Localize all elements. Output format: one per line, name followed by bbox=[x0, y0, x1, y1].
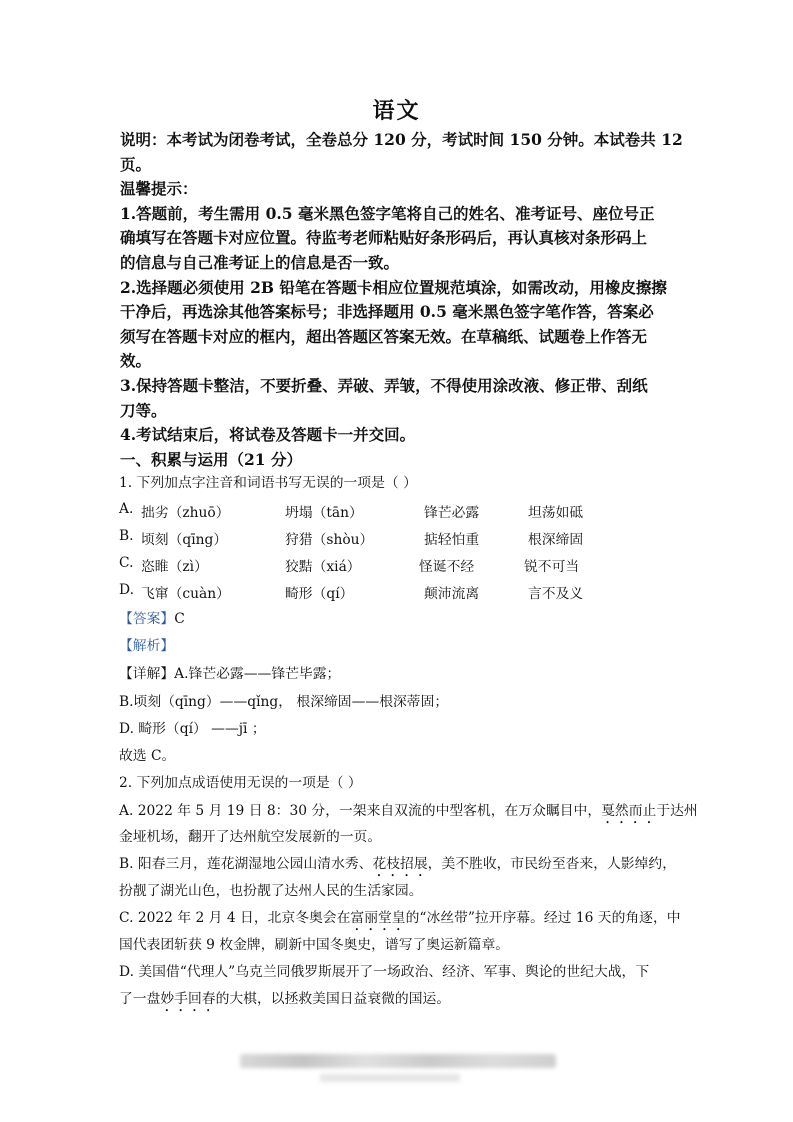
q1-option-cell: 言不及义 bbox=[528, 586, 584, 602]
q2-option-c bbox=[119, 908, 681, 934]
emphasized-idiom: 富丽堂皇 bbox=[350, 910, 406, 926]
text-run: B. 阳春三月，莲花湖湿地公园山清水秀、 bbox=[119, 856, 373, 872]
q2-option-b bbox=[119, 854, 676, 880]
text-run: 的“冰丝带”拉开序幕。经过 16 天的角逐，中 bbox=[405, 910, 681, 926]
q1-option-cell: 根深缔固 bbox=[528, 532, 584, 548]
q2-option-a-cont: 金垭机场，翻开了达州航空发展新的一页。 bbox=[119, 829, 382, 845]
tip-line: 3.保持答题卡整洁，不要折叠、弄破、弄皱，不得使用涂改液、修正带、刮纸 bbox=[120, 375, 648, 395]
exam-instructions bbox=[120, 128, 683, 472]
q2-option-c-cont: 国代表团斩获 9 枚金牌，刷新中国冬奥史，谱写了奥运新篇章。 bbox=[119, 937, 510, 953]
q2-option-d-cont bbox=[119, 989, 450, 1015]
text-run: A. 2022 年 5 月 19 日 8：30 分，一架来自双流的中型客机，在万众瞩目中， bbox=[119, 803, 602, 819]
answer-line bbox=[119, 609, 185, 629]
q1-option-label: D. bbox=[119, 582, 134, 598]
q1-option-cell: 掂轻怕重 bbox=[424, 532, 480, 548]
q2-stem: 2. 下列加点成语使用无误的一项是（ ） bbox=[119, 775, 362, 791]
detail-line: B.顷刻（qīng）——qǐng， 根深缔固——根深蒂固； bbox=[119, 694, 449, 710]
answer-tag: 【答案】 bbox=[119, 611, 175, 627]
tip-line: 干净后，再选涂其他答案标号；非选择题用 0.5 毫米黑色签字笔作答，答案必 bbox=[120, 302, 654, 322]
q1-option-cell: 畸形（qí） bbox=[285, 586, 354, 602]
q1-option-cell: 顷刻（qīng） bbox=[141, 532, 228, 548]
answer-value: C bbox=[174, 611, 185, 627]
q2-option-d: D. 美国借“代理人”乌克兰同俄罗斯展开了一场政治、经济、军事、舆论的世纪大战，下 bbox=[119, 964, 650, 980]
text-run: C. 2022 年 2 月 4 日，北京冬奥会在 bbox=[119, 910, 351, 926]
detail-line: 【详解】A.锋芒必露——锋芒毕露； bbox=[119, 666, 341, 682]
text-run: 于达州 bbox=[656, 803, 698, 819]
q1-option-cell: 怪诞不经 bbox=[419, 559, 475, 575]
blurred-footer-watermark bbox=[320, 1074, 460, 1082]
emphasized-idiom: 花枝招展 bbox=[372, 856, 428, 872]
tips-heading: 温馨提示： bbox=[120, 179, 198, 199]
tip-line: 1.答题前，考生需用 0.5 毫米黑色签字笔将自己的姓名、准考证号、座位号正 bbox=[120, 203, 655, 223]
detail-line: 故选 C。 bbox=[119, 748, 176, 764]
intro-line: 页。 bbox=[120, 154, 152, 174]
blurred-footer-watermark bbox=[240, 1054, 556, 1068]
q1-option-cell: 狩猎（shòu） bbox=[285, 532, 374, 548]
text-run: ，美不胜收，市民纷至沓来，人影绰约， bbox=[427, 856, 676, 872]
tip-line: 须写在答题卡对应的框内，超出答题区答案无效。在草稿纸、试题卷上作答无 bbox=[120, 326, 648, 346]
tip-line: 的信息与自己准考证上的信息是否一致。 bbox=[120, 252, 400, 272]
q1-option-cell: 飞窜（cuàn） bbox=[141, 586, 230, 602]
q1-option-cell: 锋芒必露 bbox=[424, 505, 480, 521]
tip-line: 刀等。 bbox=[120, 400, 167, 420]
q1-option-cell: 锐不可当 bbox=[524, 559, 580, 575]
emphasized-idiom: 戛然而止 bbox=[601, 803, 657, 819]
tip-line: 2.选择题必须使用 2B 铅笔在答题卡相应位置规范填涂，如需改动，用橡皮擦擦 bbox=[120, 277, 667, 297]
intro-line: 说明：本考试为闭卷考试，全卷总分 120 分，考试时间 150 分钟。本试卷共 12 bbox=[120, 130, 683, 149]
q1-option-cell: 拙劣（zhuō） bbox=[141, 505, 230, 521]
q1-option-cell: 坦荡如砥 bbox=[528, 505, 584, 521]
tip-line: 确填写在答题卡对应位置。待监考老师粘贴好条形码后，再认真核对条形码上 bbox=[120, 228, 648, 248]
q1-option-label: B. bbox=[119, 528, 134, 544]
q1-option-label: C. bbox=[119, 555, 134, 571]
q1-option-cell: 颠沛流离 bbox=[424, 586, 480, 602]
q1-option-cell: 坍塌（tān） bbox=[285, 505, 363, 521]
q2-option-b-cont: 扮靓了湖光山色，也扮靓了达州人民的生活家园。 bbox=[119, 883, 423, 899]
analysis-tag: 【解析】 bbox=[119, 638, 175, 654]
emphasized-idiom: 妙手回春 bbox=[160, 991, 216, 1007]
tip-line: 4.考试结束后，将试卷及答题卡一并交回。 bbox=[120, 425, 416, 445]
q1-option-cell: 狡黠（xiá） bbox=[285, 559, 361, 575]
q1-stem: 1. 下列加点字注音和词语书写无误的一项是（ ） bbox=[119, 475, 417, 491]
document-title: 语文 bbox=[372, 98, 421, 124]
text-run: 的大棋，以拯救美国日益衰微的国运。 bbox=[215, 991, 451, 1007]
text-run: 了一盘 bbox=[119, 991, 161, 1007]
tip-line: 效。 bbox=[120, 351, 152, 371]
q2-option-a bbox=[119, 801, 698, 827]
detail-line: D. 畸形（qí） ——jī ； bbox=[119, 721, 266, 737]
q1-option-label: A. bbox=[119, 501, 134, 517]
section-heading: 一、积累与运用（21 分） bbox=[120, 449, 302, 469]
q1-option-cell: 恣睢（zì） bbox=[141, 559, 208, 575]
